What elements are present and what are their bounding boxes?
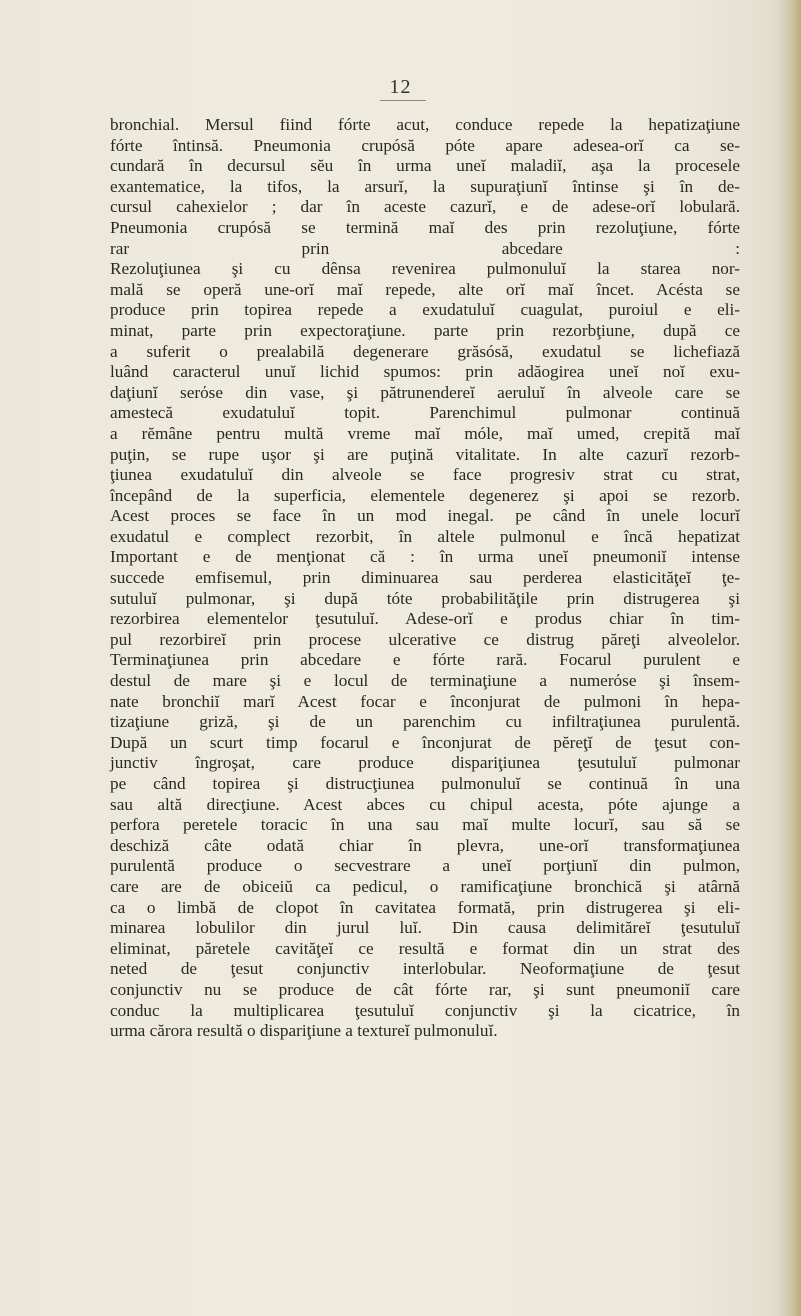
text-line: Pneumonia crupósă se termină maĭ des prin rezoluţiune, fórte — [110, 217, 740, 237]
text-line: ţiunea exudatuluĭ din alveole se face progresiv strat cu strat, — [110, 465, 740, 485]
text-line: junctiv îngroşat, care produce dispariţiunea ţesutuluĭ pulmonar — [110, 753, 740, 773]
text-line: purulentă produce o secvestrare a uneĭ porţiunĭ din pulmon, — [110, 856, 740, 876]
text-line: cundară în decursul sĕu în urma uneĭ maladiĭ, aşa la procesele — [110, 156, 740, 176]
text-line: Important e de menţionat că : în urma uneĭ pneumoniĭ intense — [110, 547, 740, 567]
text-line: deschiză câte odată chiar în plevra, une-orĭ transformaţiunea — [110, 835, 740, 855]
text-line: minat, parte prin expectoraţiune. parte prin rezorbţiune, după ce — [110, 320, 740, 340]
text-line: fórte întinsă. Pneumonia crupósă póte apare adesea-orĭ ca se- — [110, 135, 740, 155]
text-line: a suferit o prealabilă degenerare grăsósă, exudatul se lichefiază — [110, 341, 740, 361]
text-line: a rĕmâne pentru multă vreme maĭ móle, maĭ umed, crepită maĭ — [110, 423, 740, 443]
text-line: sutuluĭ pulmonar, şi după tóte probabilităţile prin distrugerea şi — [110, 588, 740, 608]
text-line: luând caracterul unuĭ lichid spumos: prin adăogirea uneĭ noĭ exu- — [110, 362, 740, 382]
text-line: rezorbirea elementelor ţesutuluĭ. Adese-orĭ e produs chiar în tim- — [110, 609, 740, 629]
text-line: rar prin abcedare : — [110, 238, 740, 258]
text-line: pe când topirea şi distrucţiunea pulmonuluĭ se continuă în una — [110, 774, 740, 793]
text-line: exudatul e complect rezorbit, în altele pulmonul e încă hepatizat — [110, 526, 740, 546]
page-edge-shadow — [779, 0, 801, 1316]
text-line: Acest proces se face în un mod inegal. pe când în unele locurĭ — [110, 506, 740, 526]
text-line: succede emfisemul, prin diminuarea sau perderea elasticităţeĭ ţe- — [110, 568, 740, 588]
text-line: urma cărora resultă o dispariţiune a textureĭ pulmonuluĭ. — [110, 1021, 498, 1041]
text-line: amestecă exudatuluĭ topit. Parenchimul pulmonar continuă — [110, 403, 740, 423]
text-line: nate bronchiĭ marĭ Acest focar e înconjurat de pulmoni în hepa- — [110, 691, 740, 711]
text-line: conduc la multiplicarea ţesutuluĭ conjunctiv şi la cicatrice, în — [110, 1000, 740, 1020]
text-line: pul rezorbireĭ prin procese ulcerative ce distrug păreţi alveolelor. — [110, 629, 740, 649]
text-line: minarea lobulilor din jurul luĭ. Din causa delimităreĭ ţesutuluĭ — [110, 918, 740, 938]
text-line: exantematice, la tifos, la arsurĭ, la supuraţiunĭ întinse şi în de- — [110, 176, 740, 196]
body-text — [110, 115, 740, 1042]
text-line: Terminaţiunea prin abcedare e fórte rară. Focarul purulent e — [110, 650, 740, 670]
text-line: neted de ţesut conjunctiv interlobular. Neoformaţiune de ţesut — [110, 959, 740, 979]
text-line: cursul cahexielor ; dar în aceste cazurĭ, e de adese-orĭ lobulară. — [110, 197, 740, 217]
page-number: 12 — [389, 76, 412, 98]
text-line: eliminat, păretele cavităţeĭ ce resultă e format din un strat des — [110, 938, 740, 958]
text-line: puţin, se rupe uşor şi are puţină vitalitate. In alte cazurĭ rezorb- — [110, 444, 740, 464]
text-line: produce prin topirea repede a exudatuluĭ cuagulat, puroiul e eli- — [110, 300, 740, 320]
text-line: bronchial. Mersul fiind fórte acut, conduce repede la hepatizaţiune — [110, 115, 740, 134]
text-line: care are de obiceiŭ ca pedicul, o ramificaţiune bronchică şi atârnă — [110, 876, 740, 896]
text-line: conjunctiv nu se produce de cât fórte rar, şi sunt pneumoniĭ care — [110, 979, 740, 999]
text-line: Rezoluţiunea şi cu dênsa revenirea pulmonuluĭ la starea nor- — [110, 259, 740, 279]
text-line: perfora peretele toracic în una sau maĭ multe locurĭ, sau să se — [110, 815, 740, 835]
text-line: ca o limbă de clopot în cavitatea formată, prin distrugerea şi eli- — [110, 897, 740, 917]
text-line: sau altă direcţiune. Acest abces cu chipul acesta, póte ajunge a — [110, 794, 740, 814]
text-line: daţiunĭ serόse din vase, şi pătrunendereĭ aeruluĭ în alveole care se — [110, 382, 740, 402]
text-line: mală se operă une-orĭ maĭ repede, alte orĭ maĭ încet. Acésta se — [110, 279, 740, 299]
text-line: destul de mare şi e locul de terminaţiune a numerόse şi însem- — [110, 671, 740, 691]
text-line: tizaţiune griză, şi de un parenchim cu infiltraţiunea purulentă. — [110, 712, 740, 732]
page-number-rule — [380, 100, 426, 101]
text-line: După un scurt timp focarul e înconjurat de pĕreţĭ de ţesut con- — [110, 732, 740, 752]
text-line: începând de la superficia, elementele degenerez şi apoi se rezorb. — [110, 485, 740, 505]
